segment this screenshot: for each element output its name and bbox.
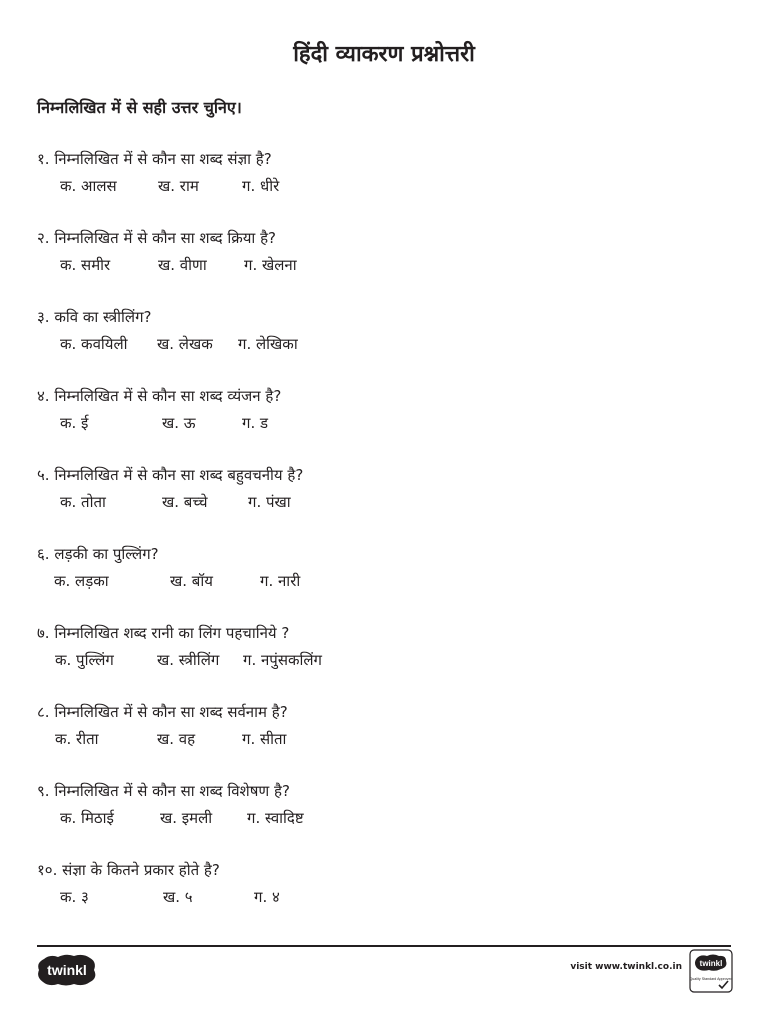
option-ga: ग. नपुंसकलिंग: [243, 651, 322, 669]
option-kha: ख. ऊ: [162, 414, 196, 432]
question-text: २. निम्नलिखित में से कौन सा शब्द क्रिया है?: [37, 229, 277, 247]
question-text: ४. निम्नलिखित में से कौन सा शब्द व्यंजन है?: [37, 387, 282, 405]
question-text: ८. निम्नलिखित में से कौन सा शब्द सर्वनाम है?: [37, 703, 288, 721]
option-ka: क. मिठाई: [60, 809, 114, 827]
option-kha: ख. राम: [158, 177, 199, 195]
question-8: [37, 698, 737, 752]
option-kha: ख. वह: [157, 730, 196, 748]
answer-options: [37, 252, 737, 278]
question-5: [37, 461, 737, 515]
badge-brand: twinkl: [699, 959, 723, 968]
badge-caption: Quality Standard Approved: [689, 977, 733, 981]
option-ka: क. कवयिली: [60, 335, 128, 353]
option-ka: क. आलस: [60, 177, 117, 195]
question-1: [37, 145, 737, 199]
option-ka: क. रीता: [55, 730, 99, 748]
answer-options: [37, 331, 737, 357]
question-2: [37, 224, 737, 278]
option-ga: ग. स्वादिष्ट: [247, 809, 304, 827]
option-kha: ख. ५: [163, 888, 193, 906]
option-kha: ख. वीणा: [158, 256, 207, 274]
answer-options: [37, 805, 737, 831]
worksheet-title: हिंदी व्याकरण प्रश्नोत्तरी: [293, 42, 475, 67]
instruction-text: निम्नलिखित में से सही उत्तर चुनिए।: [37, 98, 242, 117]
answer-options: [37, 173, 737, 199]
option-ka: क. ३: [60, 888, 89, 906]
logo-text: twinkl: [47, 962, 87, 978]
question-text: ५. निम्नलिखित में से कौन सा शब्द बहुवचनीय है?: [37, 466, 304, 484]
question-text: १. निम्नलिखित में से कौन सा शब्द संज्ञा है?: [37, 150, 272, 168]
answer-options: [37, 726, 737, 752]
question-text: ३. कवि का स्त्रीलिंग?: [37, 308, 152, 326]
question-10: [37, 856, 737, 910]
option-ga: ग. ड: [242, 414, 269, 432]
option-ga: ग. सीता: [242, 730, 287, 748]
question-6: [37, 540, 737, 594]
option-ga: ग. नारी: [260, 572, 301, 590]
option-kha: ख. बच्चे: [162, 493, 208, 511]
option-ka: क. समीर: [60, 256, 111, 274]
question-3: [37, 303, 737, 357]
option-ka: क. लड़का: [54, 572, 109, 590]
question-4: [37, 382, 737, 436]
question-7: [37, 619, 737, 673]
option-kha: ख. स्त्रीलिंग: [157, 651, 220, 669]
option-ga: ग. खेलना: [244, 256, 297, 274]
quality-badge: [689, 949, 733, 997]
option-kha: ख. लेखक: [157, 335, 213, 353]
option-ka: क. तोता: [60, 493, 106, 511]
answer-options: [37, 410, 737, 436]
answer-options: [37, 884, 737, 910]
option-ga: ग. लेखिका: [238, 335, 298, 353]
answer-options: [37, 568, 737, 594]
option-ga: ग. पंखा: [248, 493, 291, 511]
answer-options: [37, 647, 737, 673]
option-ka: क. ई: [60, 414, 89, 432]
question-9: [37, 777, 737, 831]
question-text: १०. संज्ञा के कितने प्रकार होते है?: [37, 861, 220, 879]
option-kha: ख. बॉय: [170, 572, 213, 590]
question-text: ९. निम्नलिखित में से कौन सा शब्द विशेषण है?: [37, 782, 290, 800]
footer-divider: [37, 945, 731, 947]
twinkl-logo: [36, 953, 98, 991]
option-ga: ग. ४: [254, 888, 280, 906]
question-text: ७. निम्नलिखित शब्द रानी का लिंग पहचानिये ?: [37, 624, 290, 642]
website-link[interactable]: visit www.twinkl.co.in: [570, 962, 682, 972]
option-ga: ग. धीरे: [242, 177, 280, 195]
option-ka: क. पुल्लिंग: [55, 651, 114, 669]
question-text: ६. लड़की का पुल्लिंग?: [37, 545, 159, 563]
option-kha: ख. इमली: [160, 809, 213, 827]
answer-options: [37, 489, 737, 515]
